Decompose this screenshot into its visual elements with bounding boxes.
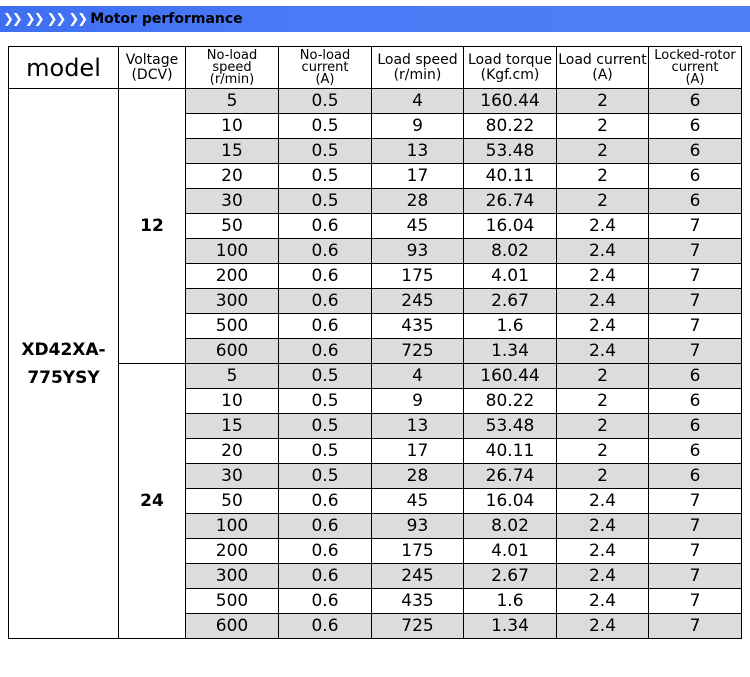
- header-noload-current: No-load current (A): [279, 47, 372, 89]
- table-cell: 45: [372, 214, 464, 239]
- table-cell: 26.74: [464, 189, 557, 214]
- table-cell: 160.44: [464, 364, 557, 389]
- table-cell: 6: [649, 414, 742, 439]
- table-cell: 13: [372, 414, 464, 439]
- table-cell: 7: [649, 614, 742, 639]
- table-cell: 6: [649, 439, 742, 464]
- table-cell: 9: [372, 114, 464, 139]
- table-cell: 1.34: [464, 614, 557, 639]
- table-cell: 725: [372, 339, 464, 364]
- table-cell: 0.5: [279, 364, 372, 389]
- table-cell: 8.02: [464, 514, 557, 539]
- table-cell: 93: [372, 514, 464, 539]
- table-cell: 2.4: [557, 614, 649, 639]
- table-cell: 2: [557, 89, 649, 114]
- table-cell: 500: [186, 314, 279, 339]
- table-cell: 0.6: [279, 589, 372, 614]
- chevron-right-icon: ❯❯: [24, 11, 43, 27]
- model-cell: [9, 89, 119, 639]
- table-row: [9, 364, 742, 389]
- table-cell: 13: [372, 139, 464, 164]
- table-cell: 1.34: [464, 339, 557, 364]
- table-cell: 6: [649, 189, 742, 214]
- table-cell: 2.4: [557, 314, 649, 339]
- table-cell: 2.4: [557, 489, 649, 514]
- table-cell: 2: [557, 389, 649, 414]
- table-cell: 0.6: [279, 539, 372, 564]
- table-cell: 16.04: [464, 214, 557, 239]
- section-banner: [0, 6, 750, 32]
- table-cell: 7: [649, 239, 742, 264]
- table-cell: 2.4: [557, 539, 649, 564]
- chevron-group: [3, 12, 90, 27]
- table-cell: 2: [557, 414, 649, 439]
- table-cell: 53.48: [464, 139, 557, 164]
- table-cell: 6: [649, 139, 742, 164]
- table-cell: 7: [649, 489, 742, 514]
- table-cell: 100: [186, 239, 279, 264]
- model-line: XD42XA-: [21, 339, 106, 360]
- header-voltage: Voltage (DCV): [119, 47, 186, 89]
- table-cell: 245: [372, 564, 464, 589]
- table-cell: 2: [557, 189, 649, 214]
- table-cell: 7: [649, 339, 742, 364]
- table-cell: 0.5: [279, 389, 372, 414]
- table-cell: 0.6: [279, 264, 372, 289]
- table-cell: 2.4: [557, 564, 649, 589]
- table-cell: 28: [372, 189, 464, 214]
- table-cell: 15: [186, 414, 279, 439]
- table-cell: 16.04: [464, 489, 557, 514]
- table-cell: 2.67: [464, 564, 557, 589]
- table-cell: 28: [372, 464, 464, 489]
- motor-performance-table: [8, 46, 742, 639]
- chevron-right-icon: ❯❯: [46, 11, 65, 27]
- table-cell: 2: [557, 164, 649, 189]
- table-cell: 0.6: [279, 314, 372, 339]
- table-cell: 300: [186, 289, 279, 314]
- table-cell: 0.5: [279, 414, 372, 439]
- table-cell: 50: [186, 214, 279, 239]
- header-row: [9, 47, 742, 89]
- table-cell: 80.22: [464, 114, 557, 139]
- table-cell: 0.6: [279, 239, 372, 264]
- table-cell: 93: [372, 239, 464, 264]
- table-cell: 2.67: [464, 289, 557, 314]
- header-noload-speed: No-load speed (r/min): [186, 47, 279, 89]
- table-body: [9, 89, 742, 639]
- header-load-speed: Load speed (r/min): [372, 47, 464, 89]
- table-cell: 2.4: [557, 289, 649, 314]
- table-cell: 7: [649, 564, 742, 589]
- table-cell: 0.6: [279, 289, 372, 314]
- table-cell: 435: [372, 314, 464, 339]
- table-cell: 6: [649, 89, 742, 114]
- header-load-torque: Load torque (Kgf.cm): [464, 47, 557, 89]
- voltage-cell: 12: [119, 89, 186, 364]
- table-cell: 725: [372, 614, 464, 639]
- table-cell: 500: [186, 589, 279, 614]
- table-cell: 0.6: [279, 339, 372, 364]
- table-cell: 80.22: [464, 389, 557, 414]
- table-cell: 0.5: [279, 464, 372, 489]
- table-cell: 6: [649, 114, 742, 139]
- table-cell: 7: [649, 539, 742, 564]
- table-cell: 2.4: [557, 239, 649, 264]
- table-cell: 175: [372, 264, 464, 289]
- table-cell: 10: [186, 389, 279, 414]
- table-cell: 4: [372, 364, 464, 389]
- table-cell: 2.4: [557, 339, 649, 364]
- table-cell: 0.5: [279, 114, 372, 139]
- table-row: [9, 89, 742, 114]
- table-cell: 0.5: [279, 164, 372, 189]
- table-cell: 17: [372, 439, 464, 464]
- table-cell: 600: [186, 614, 279, 639]
- table-cell: 2: [557, 439, 649, 464]
- table-cell: 6: [649, 364, 742, 389]
- table-cell: 1.6: [464, 314, 557, 339]
- table-cell: 300: [186, 564, 279, 589]
- table-cell: 200: [186, 264, 279, 289]
- table-cell: 20: [186, 164, 279, 189]
- table-cell: 0.5: [279, 139, 372, 164]
- table-cell: 0.6: [279, 489, 372, 514]
- table-cell: 30: [186, 189, 279, 214]
- table-cell: 2.4: [557, 264, 649, 289]
- chevron-right-icon: ❯❯: [68, 11, 87, 27]
- table-cell: 20: [186, 439, 279, 464]
- table-cell: 7: [649, 289, 742, 314]
- table-cell: 7: [649, 314, 742, 339]
- table-cell: 0.5: [279, 189, 372, 214]
- table-cell: 2.4: [557, 214, 649, 239]
- table-cell: 2: [557, 114, 649, 139]
- table-cell: 26.74: [464, 464, 557, 489]
- table-cell: 2: [557, 464, 649, 489]
- table-cell: 2: [557, 139, 649, 164]
- table-cell: 8.02: [464, 239, 557, 264]
- table-cell: 0.5: [279, 89, 372, 114]
- model-line: 775YSY: [27, 367, 100, 388]
- table-cell: 600: [186, 339, 279, 364]
- table-cell: 200: [186, 539, 279, 564]
- table-cell: 7: [649, 514, 742, 539]
- table-cell: 45: [372, 489, 464, 514]
- header-locked-rotor-current: Locked-rotor current (A): [649, 47, 742, 89]
- table-cell: 4.01: [464, 539, 557, 564]
- table-cell: 53.48: [464, 414, 557, 439]
- table-cell: 5: [186, 89, 279, 114]
- table-cell: 7: [649, 214, 742, 239]
- table-cell: 2: [557, 364, 649, 389]
- table-cell: 2.4: [557, 589, 649, 614]
- table-cell: 6: [649, 464, 742, 489]
- table-cell: 4: [372, 89, 464, 114]
- table-cell: 40.11: [464, 439, 557, 464]
- table-cell: 6: [649, 389, 742, 414]
- header-load-current: Load current (A): [557, 47, 649, 89]
- table-cell: 7: [649, 264, 742, 289]
- table-cell: 160.44: [464, 89, 557, 114]
- table-cell: 245: [372, 289, 464, 314]
- table-cell: 15: [186, 139, 279, 164]
- table-cell: 6: [649, 164, 742, 189]
- header-model: model: [9, 47, 119, 89]
- table-cell: 1.6: [464, 589, 557, 614]
- table-cell: 50: [186, 489, 279, 514]
- section-title: Motor performance: [90, 11, 243, 27]
- table-cell: 100: [186, 514, 279, 539]
- table-cell: 40.11: [464, 164, 557, 189]
- table-cell: 4.01: [464, 264, 557, 289]
- table-cell: 9: [372, 389, 464, 414]
- table-cell: 5: [186, 364, 279, 389]
- table-cell: 0.6: [279, 214, 372, 239]
- table-cell: 17: [372, 164, 464, 189]
- table-cell: 0.6: [279, 514, 372, 539]
- table-cell: 435: [372, 589, 464, 614]
- chevron-right-icon: ❯❯: [3, 11, 21, 27]
- table-cell: 0.6: [279, 564, 372, 589]
- table-cell: 0.6: [279, 614, 372, 639]
- voltage-cell: 24: [119, 364, 186, 639]
- table-cell: 30: [186, 464, 279, 489]
- table-cell: 0.5: [279, 439, 372, 464]
- table-cell: 175: [372, 539, 464, 564]
- table-cell: 7: [649, 589, 742, 614]
- table-cell: 10: [186, 114, 279, 139]
- table-cell: 2.4: [557, 514, 649, 539]
